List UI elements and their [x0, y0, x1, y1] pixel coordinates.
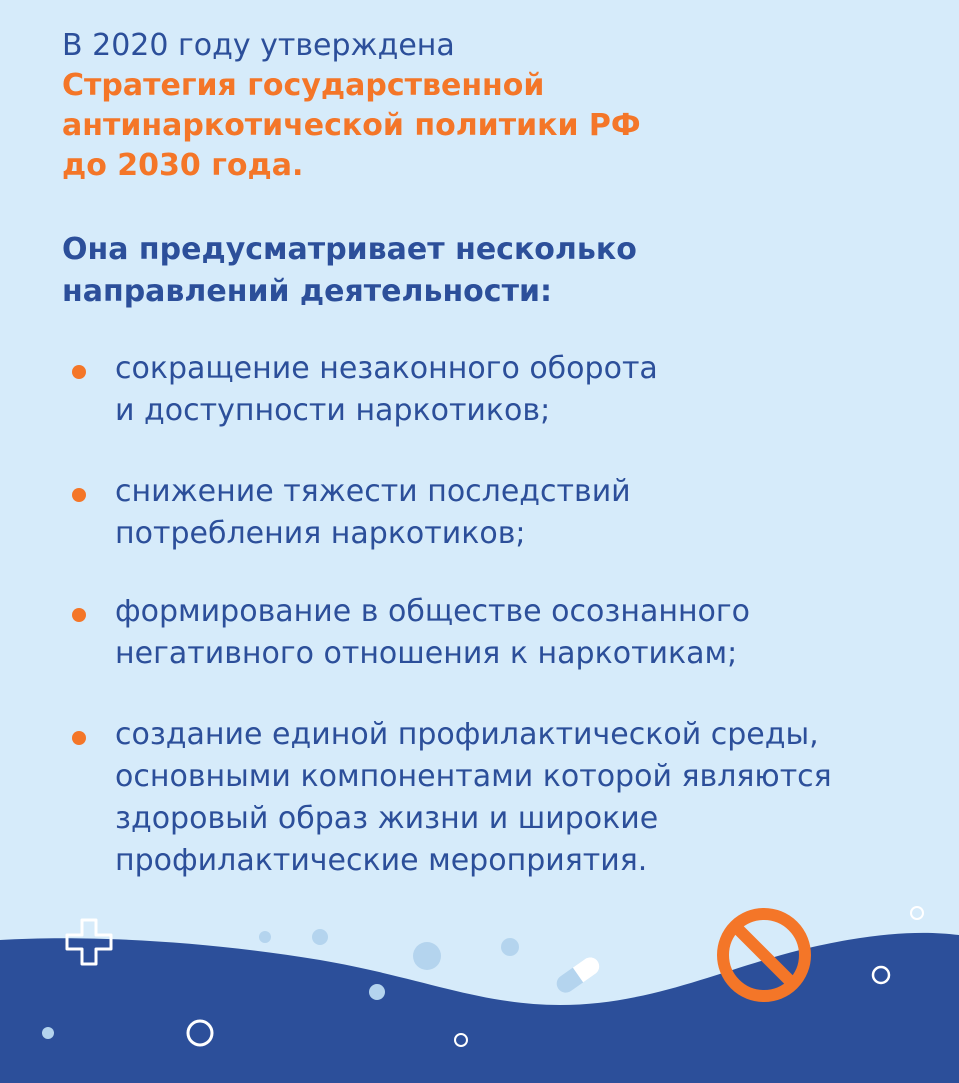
list-item-line: профилактические мероприятия.: [115, 843, 648, 878]
bubble: [312, 929, 328, 945]
bullet-dot-icon: [72, 488, 86, 502]
bubble: [501, 938, 519, 956]
list-item-line: создание единой профилактической среды,: [115, 717, 819, 752]
bullet-dot-icon: [72, 731, 86, 745]
decorative-wave: [0, 880, 959, 1083]
list-item-text: [115, 348, 945, 432]
list-item-text: [115, 714, 945, 882]
list-item-line: сокращение незаконного оборота: [115, 351, 658, 386]
bullet-dot-icon: [72, 365, 86, 379]
bullet-dot-icon: [72, 608, 86, 622]
list-item-text: [115, 591, 945, 675]
strategy-title-line: до 2030 года.: [62, 148, 304, 183]
bubble: [259, 931, 271, 943]
bubble: [413, 942, 441, 970]
intro-block: [62, 26, 922, 186]
list-item-line: формирование в обществе осознанного: [115, 594, 751, 629]
intro-line: В 2020 году утверждена: [62, 28, 455, 63]
list-item-line: и доступности наркотиков;: [115, 393, 551, 428]
pill-icon: [553, 954, 603, 996]
list-item-line: снижение тяжести последствий: [115, 474, 631, 509]
list-item-line: потребления наркотиков;: [115, 516, 526, 551]
list-item-line: здоровый образ жизни и широкие: [115, 801, 659, 836]
list-item-line: основными компонентами которой являются: [115, 759, 832, 794]
strategy-title-line: антинаркотической политики РФ: [62, 108, 641, 143]
bubble-ring: [911, 907, 923, 919]
directions-heading: [62, 229, 922, 313]
list-item-line: негативного отношения к наркотикам;: [115, 636, 738, 671]
wave-shape: [0, 933, 959, 1083]
strategy-title-line: Стратегия государственной: [62, 68, 545, 103]
directions-heading-line: направлений деятельности:: [62, 274, 552, 309]
directions-heading-line: Она предусматривает несколько: [62, 232, 637, 267]
bubble: [42, 1027, 54, 1039]
list-item-text: [115, 471, 945, 555]
bubble: [369, 984, 385, 1000]
